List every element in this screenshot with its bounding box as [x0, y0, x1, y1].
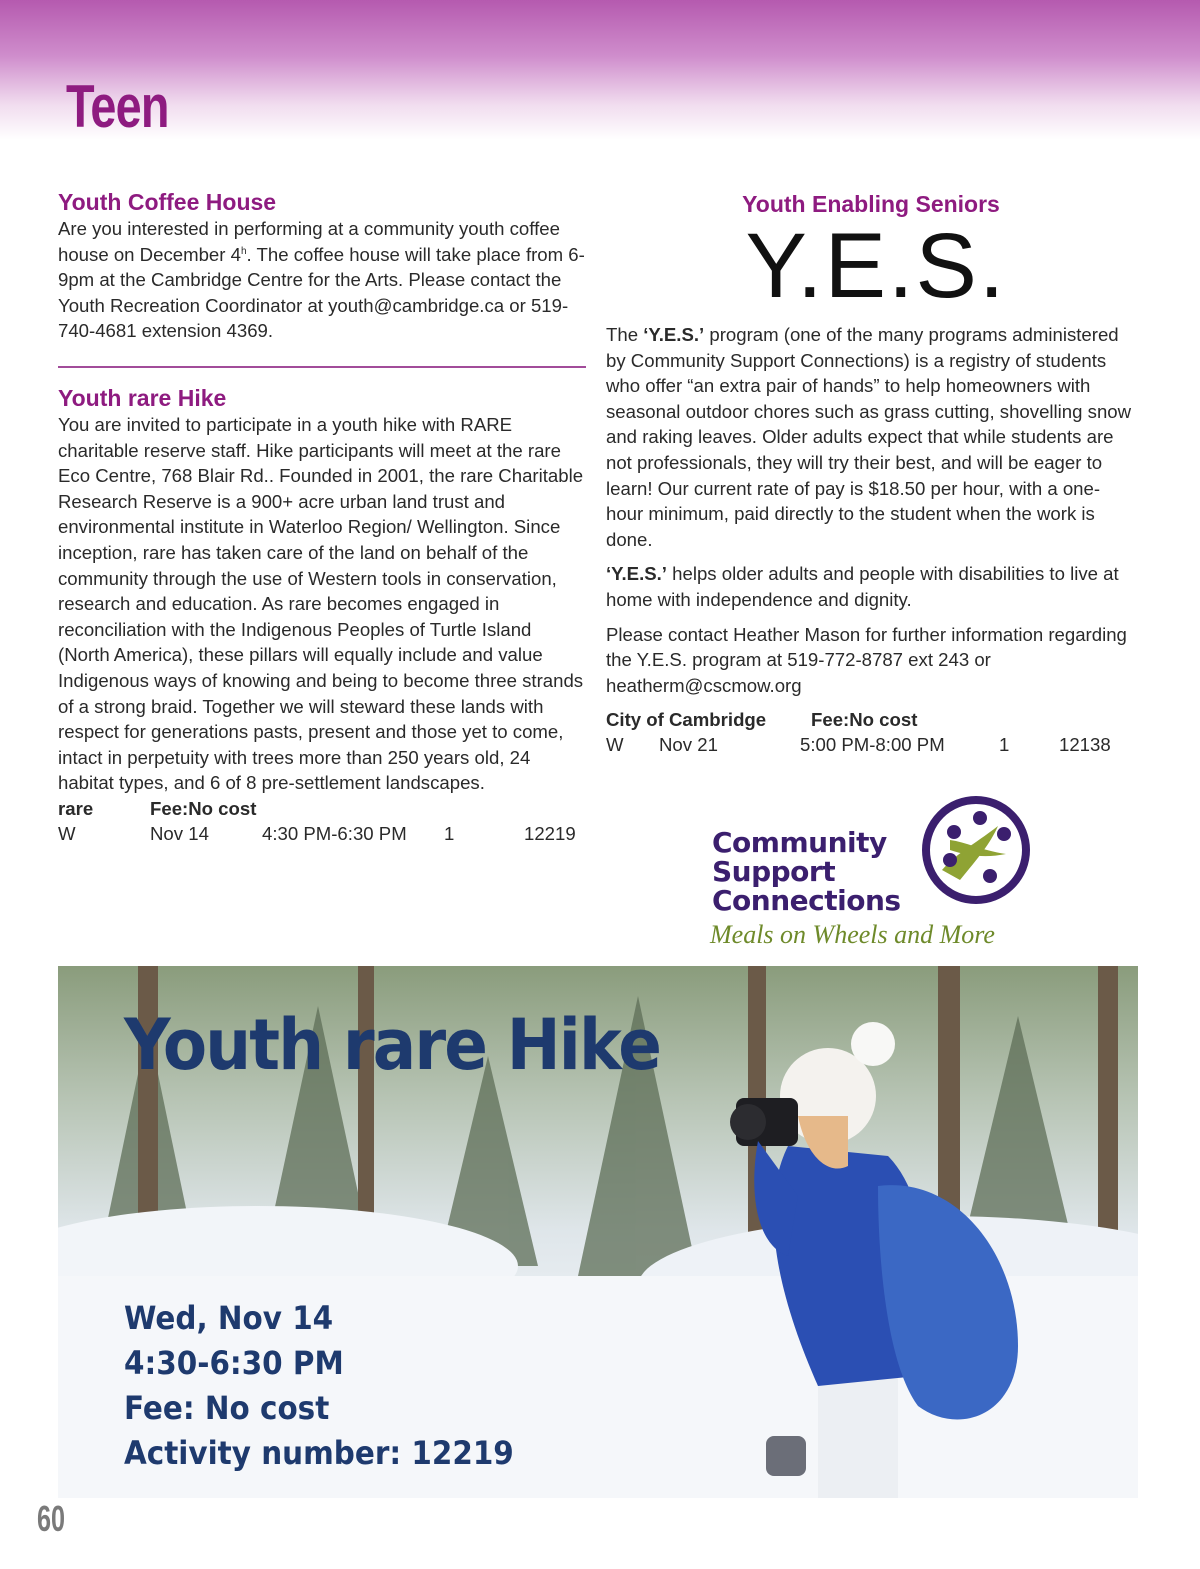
promo-date: Wed, Nov 14: [124, 1299, 334, 1337]
yes-day: W: [606, 734, 624, 756]
coffee-house-description: Are you interested in performing at a community youth coffee house on December 4$^h$. The coffee house will take place from 6-9pm at the Cambridge Centre for the Arts. Please contact the Youth Recreation Coordinator at youth@cambridge.ca or 519-740-4681 extension 4369.: [58, 218, 585, 342]
promo-details: [124, 1296, 548, 1476]
hike-fee: Fee:No cost: [150, 797, 257, 819]
promo-activity-number: Activity number: 12219: [124, 1434, 514, 1472]
promo-time: 4:30-6:30 PM: [124, 1344, 344, 1382]
hike-sessions: 1: [444, 822, 455, 844]
section-title: Teen: [66, 73, 169, 140]
yes-info-header: [606, 707, 1136, 732]
right-column: [606, 190, 1136, 758]
hike-title: Youth rare Hike: [58, 384, 227, 411]
hike-time: 4:30 PM-6:30 PM: [262, 822, 407, 844]
yes-session-row: [606, 732, 1136, 758]
yes-title: Youth Enabling Seniors: [742, 191, 1000, 217]
yes-location: City of Cambridge: [606, 709, 767, 731]
hike-description: You are invited to participate in a youth hike with RARE charitable reserve staff. Hike participants will meet at the rare Eco Centre, 768 Blair Rd.. Founded in 2001, the rare Charitable Research Reserve is a 900+ acre urban land trust and environmental institute in Waterloo Region/ Wellington. Since inception, rare has taken care of the land on behalf of the community through the use of Western tools in conservation, research and education. As rare becomes engaged in reconciliation with the Indigenous Peoples of Turtle Island (North America), these pillars will equally include and value Indigenous ways of knowing and being to become three strands of a strong braid. Together we will steward these lands with respect for generations pasts, present and those yet to come, intact in perpetuity with trees more than 250 years old, 24 habitat types, and 6 of 8 pre-settlement landscapes.: [58, 413, 584, 794]
yes-fee: Fee:No cost: [811, 709, 918, 731]
hike-location: rare: [58, 797, 94, 819]
page-number: 60: [37, 1498, 66, 1539]
yes-contact: Please contact Heather Mason for further information regarding the Y.E.S. program at 519-772-8787 ext 243 or heatherm@cscmow.org: [606, 623, 1127, 696]
hike-code: 12219: [524, 822, 576, 844]
yes-heading: Y.E.S.: [745, 215, 1007, 317]
yes-mission: ‘Y.E.S.’ helps older adults and people with disabilities to live at home with independence and dignity.: [606, 563, 1119, 610]
left-column: [58, 188, 588, 847]
hike-session-row: [58, 821, 588, 847]
yes-sessions: 1: [999, 734, 1010, 756]
csc-logo-wordmark: Community Support Connections: [712, 826, 901, 917]
yes-code: 12138: [1059, 734, 1111, 756]
yes-time: 5:00 PM-8:00 PM: [800, 734, 945, 756]
hike-date: Nov 14: [150, 822, 209, 844]
yes-date: Nov 21: [659, 734, 718, 756]
coffee-house-title: Youth Coffee House: [58, 189, 277, 215]
yes-description: The ‘Y.E.S.’ program (one of the many programs administered by Community Support Connections) is a registry of students who offer “an extra pair of hands” to help homeowners with seasonal outdoor chores such as grass cutting, shovelling snow and raking leaves. Older adults expect that while students are not professionals, they will try their best, and will be eager to learn! Our current rate of pay is $18.50 per hour, with a one-hour minimum, paid directly to the student when the work is done.: [606, 324, 1132, 550]
promo-banner: [58, 966, 1138, 1498]
promo-fee: Fee: No cost: [124, 1389, 330, 1427]
csc-logo: [708, 792, 1038, 952]
hike-day: W: [58, 822, 76, 844]
csc-emblem-icon: [920, 794, 1032, 906]
header-band: [0, 0, 1200, 140]
csc-logo-tagline: Meals on Wheels and More: [710, 920, 995, 949]
hike-info-header: [58, 796, 588, 821]
promo-title: Youth rare Hike: [124, 1004, 661, 1086]
section-divider: [58, 366, 586, 368]
